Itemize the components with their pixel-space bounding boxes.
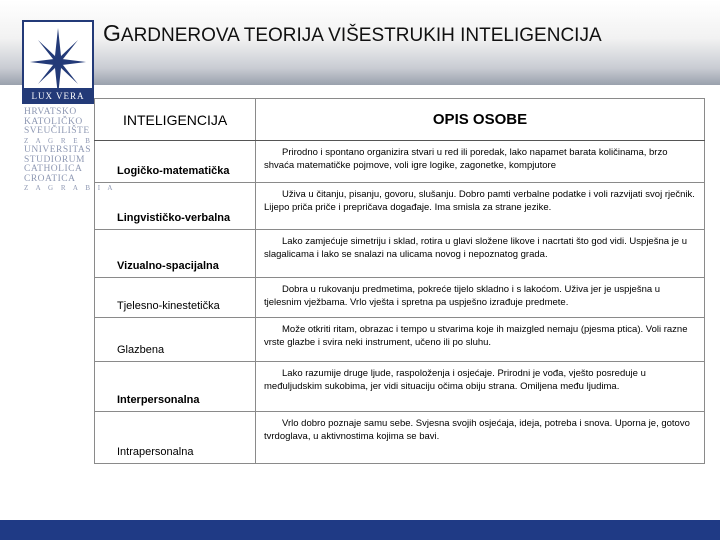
table-row <box>95 318 705 362</box>
university-name <box>24 107 116 194</box>
table-row <box>95 230 705 278</box>
intelligence-description: Može otkriti ritam, obrazac i tempo u stvarima koje ih maizgled nemaju (pjesma ptica). Voli razne vrste glazbe i svira neki instrument, učeno ili po sluhu. <box>256 318 705 362</box>
intelligence-description: Lako razumije druge ljude, raspoloženja i osjećaje. Prirodni je vođa, vješto posreduje u međuljudskim sukobima, jer vidi situaciju očima obiju strana. Omiljena među ljudima. <box>256 362 705 412</box>
university-name-line: KATOLIČKO <box>24 116 83 127</box>
intelligence-name: Vizualno-spacijalna <box>95 230 256 278</box>
university-name-line: CATHOLICA <box>24 164 83 174</box>
intelligence-name: Tjelesno-kinestetička <box>95 278 256 318</box>
university-name-line: Z A G R A B I A <box>24 184 116 192</box>
intelligence-name: Interpersonalna <box>95 362 256 412</box>
university-name-line: Z A G R E B <box>24 136 93 145</box>
intelligence-description: Vrlo dobro poznaje samu sebe. Svjesna svojih osjećaja, ideja, potreba i snova. Uporna je, gotovo tvrdoglava, u aktivnostima kojima se bavi. <box>256 412 705 464</box>
university-name-line: UNIVERSITAS <box>24 145 92 155</box>
university-name-line: HRVATSKO <box>24 107 77 117</box>
logo-motto: LUX VERA <box>22 88 94 104</box>
university-name-line: CROATICA <box>24 173 76 184</box>
footer-band <box>0 520 720 540</box>
slide-title-text: ARDNEROVA TEORIJA VIŠESTRUKIH INTELIGENCIJA <box>120 25 602 46</box>
intelligence-name: Glazbena <box>95 318 256 362</box>
table-row <box>95 141 705 183</box>
university-name-line: SVEUČILIŠTE <box>24 126 90 136</box>
intelligence-name: Intrapersonalna <box>95 412 256 464</box>
table-row <box>95 412 705 464</box>
slide-title <box>103 20 602 47</box>
table-row <box>95 278 705 318</box>
slide-title-initial: G <box>103 20 121 46</box>
intelligence-description: Lako zamjećuje simetriju i sklad, rotira u glavi složene likove i nacrtati što god vidi. Uspješna je u slagalicama i lako se snalazi na ulicama novog i nepoznatog grada. <box>256 230 705 278</box>
university-name-line: STUDIORUM <box>24 154 85 165</box>
intelligence-description: Uživa u čitanju, pisanju, govoru, slušanju. Dobro pamti verbalne podatke i voli razvijati svoj rječnik. Lijepo priča priče i prepričava događaje. Ima smisla za strane jezike. <box>256 183 705 230</box>
header-description: OPIS OSOBE <box>256 99 705 141</box>
table-row <box>95 362 705 412</box>
table-header-row <box>95 99 705 141</box>
intelligences-table <box>94 98 705 464</box>
intelligence-description: Prirodno i spontano organizira stvari u red ili poredak, lako napamet barata količinama, brzo shvaća matematičke pojmove, voli igre logike, zagonetke, kompjutore <box>256 141 705 183</box>
table-row <box>95 183 705 230</box>
intelligence-name: Lingvističko-verbalna <box>95 183 256 230</box>
intelligence-name: Logičko-matematička <box>95 141 256 183</box>
header-intelligence: INTELIGENCIJA <box>95 99 256 141</box>
intelligence-description: Dobra u rukovanju predmetima, pokreće tijelo skladno i s lakoćom. Uživa jer je uspješna u tjelesnim vježbama. Vrlo vješta i spretna pa uspješno izrađuje predmete. <box>256 278 705 318</box>
